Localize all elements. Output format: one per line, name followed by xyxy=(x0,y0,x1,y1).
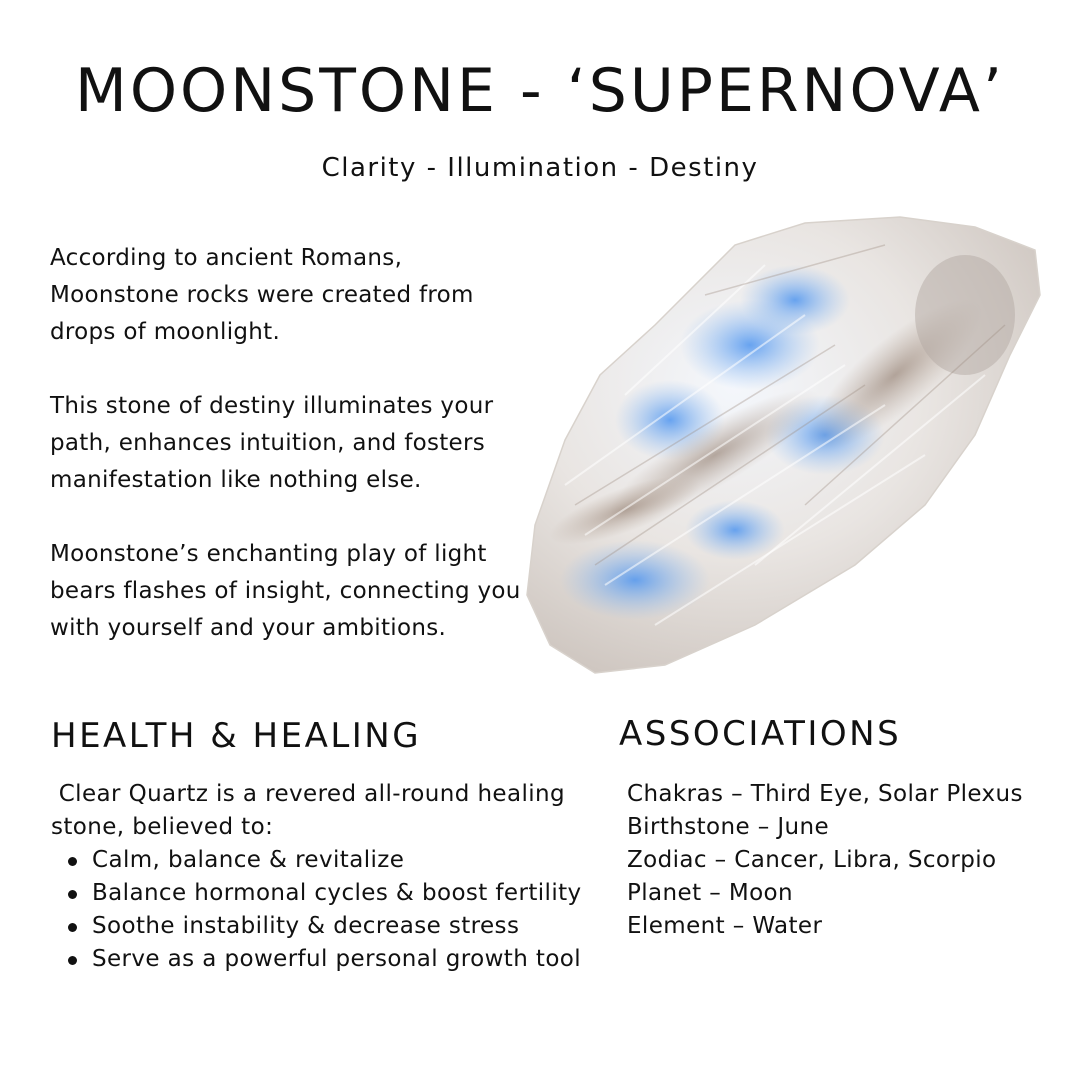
association-item: Planet – Moon xyxy=(627,880,793,906)
list-item-label: Calm, balance & revitalize xyxy=(92,847,405,873)
intro-text xyxy=(50,240,530,684)
bullet-icon xyxy=(68,890,77,899)
association-item: Element – Water xyxy=(627,913,823,939)
associations-list xyxy=(627,778,1067,943)
intro-paragraph: This stone of destiny illuminates your path, enhances intuition, and fosters manifestation like nothing else. xyxy=(50,393,494,493)
bullet-icon xyxy=(68,923,77,932)
intro-paragraph: Moonstone’s enchanting play of light bears flashes of insight, connecting you with yourself and your ambitions. xyxy=(50,541,521,641)
list-item-label: Soothe instability & decrease stress xyxy=(92,913,520,939)
bullet-icon xyxy=(68,857,77,866)
intro-paragraph: According to ancient Romans, Moonstone rocks were created from drops of moonlight. xyxy=(50,245,474,345)
list-item xyxy=(51,877,611,910)
association-item: Birthstone – June xyxy=(627,814,830,840)
page-subtitle: Clarity - Illumination - Destiny xyxy=(321,153,759,183)
associations-heading: ASSOCIATIONS xyxy=(619,714,902,754)
bullet-icon xyxy=(68,956,77,965)
list-item xyxy=(51,910,611,943)
association-item: Chakras – Third Eye, Solar Plexus xyxy=(627,781,1023,807)
health-heading: HEALTH & HEALING xyxy=(51,716,422,756)
page-title: MOONSTONE - ‘SUPERNOVA’ xyxy=(75,56,1005,126)
health-intro: Clear Quartz is a revered all-round healing stone, believed to: xyxy=(51,781,573,840)
moonstone-image xyxy=(505,205,1050,680)
list-item-label: Balance hormonal cycles & boost fertility xyxy=(92,880,582,906)
list-item xyxy=(51,844,611,877)
list-item-label: Serve as a powerful personal growth tool xyxy=(92,946,582,972)
health-section xyxy=(51,778,611,976)
list-item xyxy=(51,943,611,976)
association-item: Zodiac – Cancer, Libra, Scorpio xyxy=(627,847,997,873)
health-list xyxy=(51,844,611,976)
